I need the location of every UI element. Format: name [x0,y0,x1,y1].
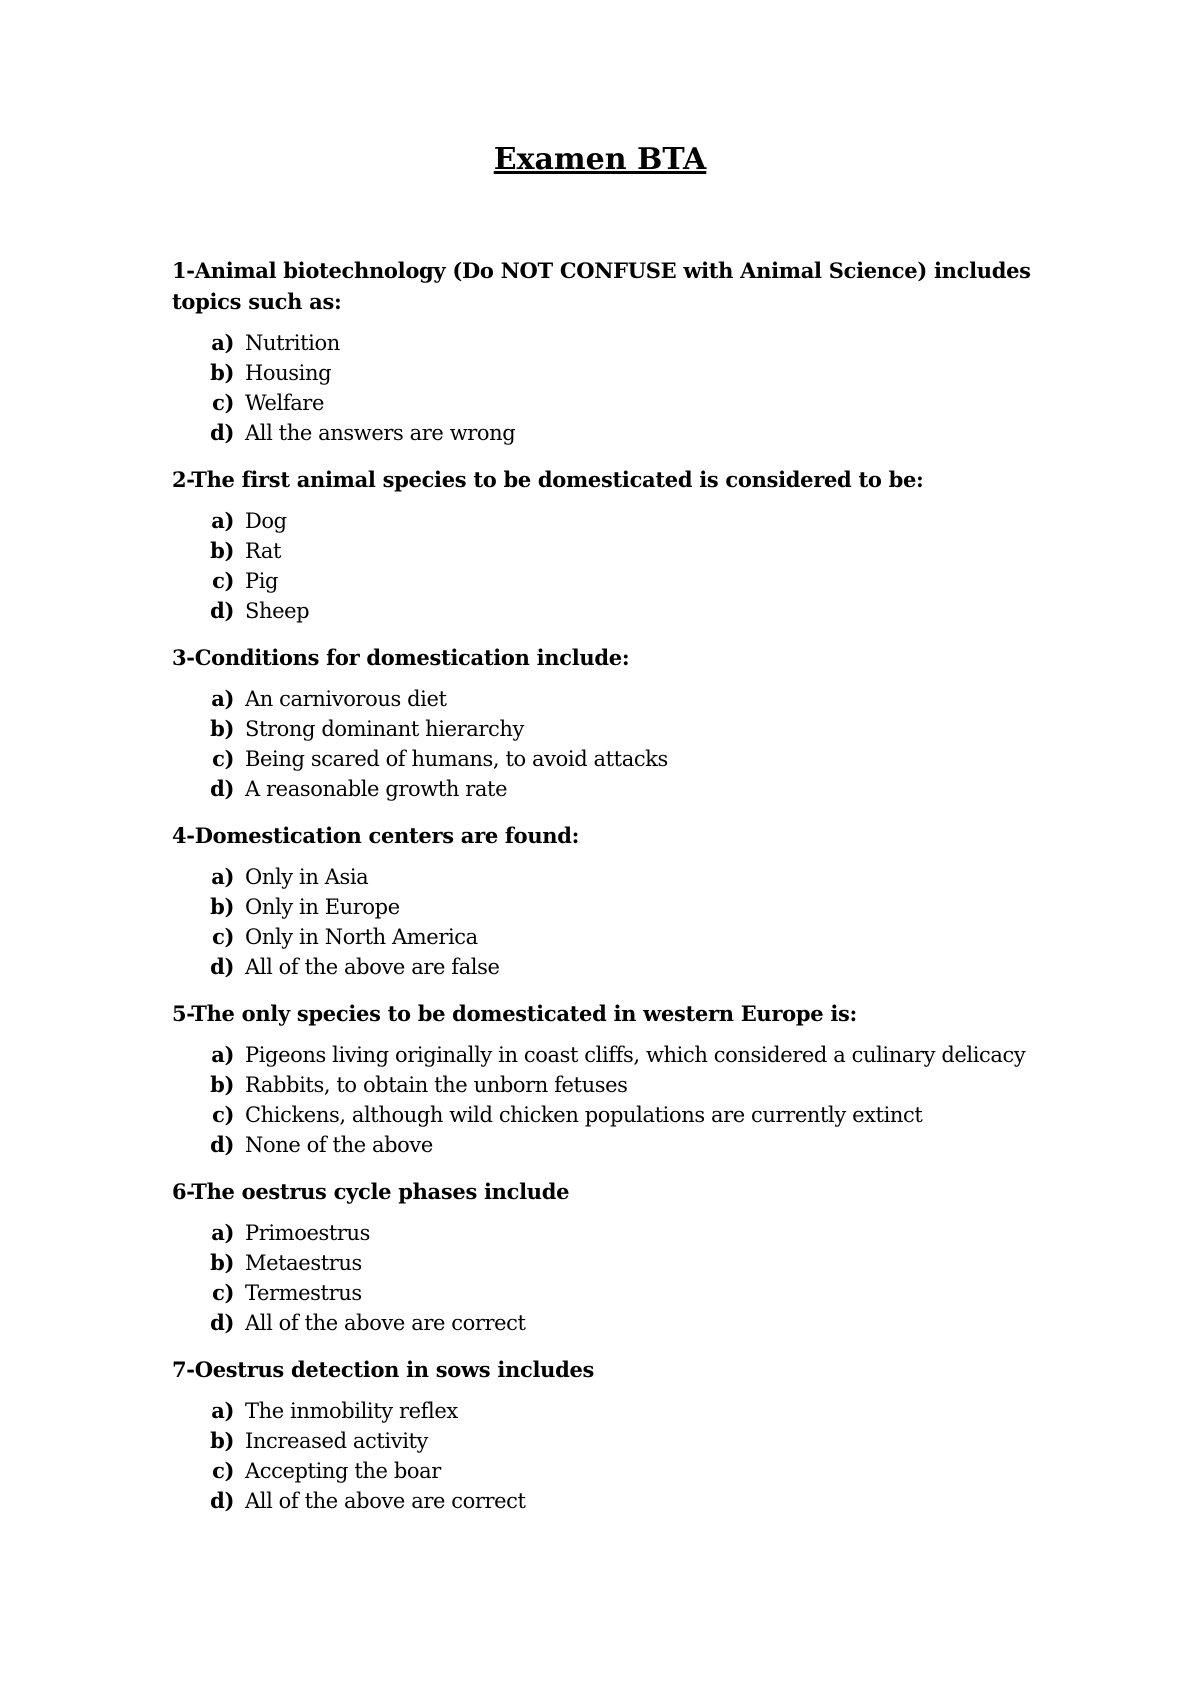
option-text: Primoestrus [245,1221,371,1245]
answer-option [172,952,1052,982]
option-letter: a) [211,864,234,889]
option-letter: a) [211,1398,234,1423]
option-list [172,1218,1052,1338]
option-text: None of the above [245,1133,433,1157]
answer-option [172,418,1052,448]
option-text: Pig [245,569,279,593]
option-text: Accepting the boar [245,1459,441,1483]
option-text: Dog [245,509,287,533]
option-letter: c) [212,746,234,771]
answer-option [172,684,1052,714]
answer-option [172,506,1052,536]
option-letter: c) [212,924,234,949]
option-list [172,862,1052,982]
option-letter: a) [211,686,234,711]
option-text: Being scared of humans, to avoid attacks [245,747,668,771]
answer-option [172,774,1052,804]
option-text: Strong dominant hierarchy [245,717,524,741]
question-list [172,255,1052,1532]
option-letter: d) [210,420,234,445]
answer-option [172,566,1052,596]
question-block [172,255,1052,448]
option-letter: d) [210,1488,234,1513]
question-text: 1-Animal biotechnology (Do NOT CONFUSE with Animal Science) includes topics such as: [172,258,1031,314]
option-text: An carnivorous diet [245,687,447,711]
option-text: Metaestrus [245,1251,362,1275]
option-text: Rat [245,539,282,563]
option-letter: b) [210,1250,234,1275]
option-letter: d) [210,776,234,801]
answer-option [172,388,1052,418]
option-text: The inmobility reflex [245,1399,458,1423]
option-text: Nutrition [245,331,340,355]
answer-option [172,1456,1052,1486]
option-letter: c) [212,568,234,593]
question-text: 6-The oestrus cycle phases include [172,1179,570,1204]
option-text: Termestrus [245,1281,362,1305]
answer-option [172,1218,1052,1248]
option-letter: d) [210,954,234,979]
option-letter: a) [211,330,234,355]
option-text: Welfare [245,391,324,415]
answer-option [172,1248,1052,1278]
question-block [172,642,1052,804]
page-title: Examen BTA [493,142,707,177]
option-letter: c) [212,1458,234,1483]
answer-option [172,1396,1052,1426]
question-block [172,464,1052,626]
answer-option [172,1308,1052,1338]
option-text: Rabbits, to obtain the unborn fetuses [245,1073,628,1097]
answer-option [172,862,1052,892]
answer-option [172,714,1052,744]
option-letter: b) [210,1428,234,1453]
option-list [172,1040,1052,1160]
answer-option [172,1426,1052,1456]
answer-option [172,1040,1052,1070]
answer-option [172,744,1052,774]
option-letter: a) [211,508,234,533]
question-text: 5-The only species to be domesticated in western Europe is: [172,1001,857,1026]
answer-option [172,596,1052,626]
question-block [172,998,1052,1160]
answer-option [172,892,1052,922]
option-text: All of the above are correct [245,1489,526,1513]
option-letter: c) [212,390,234,415]
answer-option [172,922,1052,952]
answer-option [172,536,1052,566]
option-letter: b) [210,716,234,741]
answer-option [172,1070,1052,1100]
option-text: All of the above are false [245,955,500,979]
option-text: Only in Asia [245,865,369,889]
answer-option [172,328,1052,358]
option-text: All of the above are correct [245,1311,526,1335]
option-letter: c) [212,1280,234,1305]
option-list [172,1396,1052,1516]
option-letter: a) [211,1042,234,1067]
answer-option [172,1130,1052,1160]
option-text: Increased activity [245,1429,429,1453]
question-text: 4-Domestication centers are found: [172,823,580,848]
option-letter: b) [210,1072,234,1097]
answer-option [172,1278,1052,1308]
option-letter: c) [212,1102,234,1127]
option-text: Only in North America [245,925,478,949]
question-block [172,1354,1052,1516]
question-text: 3-Conditions for domestication include: [172,645,630,670]
option-text: Only in Europe [245,895,400,919]
option-list [172,684,1052,804]
option-text: Housing [245,361,332,385]
option-text: Sheep [245,599,310,623]
option-letter: b) [210,360,234,385]
question-text: 7-Oestrus detection in sows includes [172,1357,595,1382]
question-block [172,1176,1052,1338]
option-text: Pigeons living originally in coast cliffs, which considered a culinary delicacy [245,1043,1026,1067]
option-list [172,506,1052,626]
question-text: 2-The first animal species to be domesticated is considered to be: [172,467,924,492]
option-letter: b) [210,894,234,919]
question-block [172,820,1052,982]
option-text: Chickens, although wild chicken populations are currently extinct [245,1103,923,1127]
option-letter: b) [210,538,234,563]
answer-option [172,1100,1052,1130]
option-text: All the answers are wrong [245,421,516,445]
option-text: A reasonable growth rate [245,777,508,801]
answer-option [172,358,1052,388]
option-letter: d) [210,1310,234,1335]
answer-option [172,1486,1052,1516]
option-letter: d) [210,598,234,623]
option-letter: d) [210,1132,234,1157]
option-letter: a) [211,1220,234,1245]
option-list [172,328,1052,448]
